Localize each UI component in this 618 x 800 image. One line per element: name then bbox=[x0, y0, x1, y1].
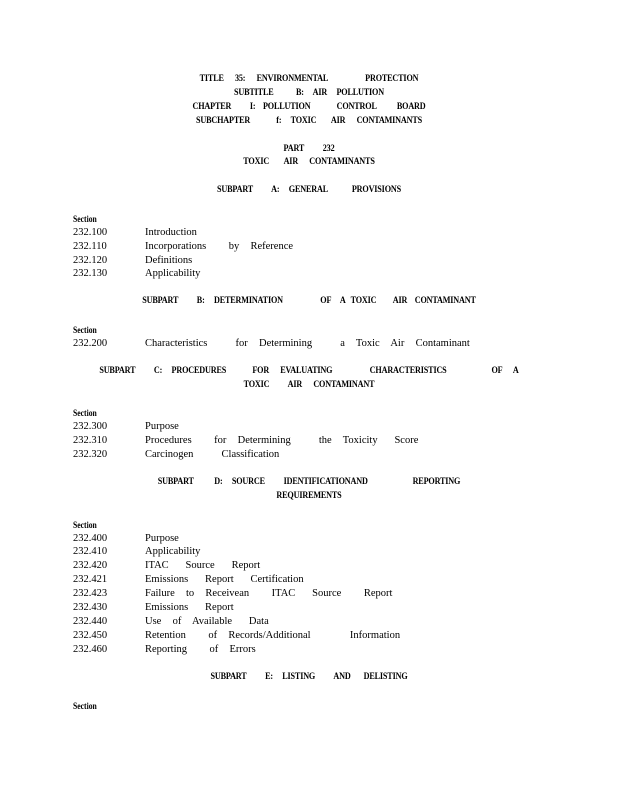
section-title: Applicability bbox=[145, 268, 201, 279]
section-title: Retention of Records/Additional Information bbox=[145, 630, 401, 641]
section-number: 232.450 bbox=[73, 630, 108, 641]
section-number: 232.100 bbox=[73, 227, 108, 238]
part-title: TOXIC AIR CONTAMINANTS bbox=[243, 157, 375, 167]
section-title: Purpose bbox=[145, 533, 179, 544]
subpart-c-heading-cont: TOXIC AIR CONTAMINANT bbox=[243, 380, 375, 390]
section-number: 232.130 bbox=[73, 268, 108, 279]
section-label: Section bbox=[73, 701, 97, 711]
section-label: Section bbox=[73, 520, 97, 530]
subpart-d-heading-cont: REQUIREMENTS bbox=[276, 491, 342, 501]
section-title: Definitions bbox=[145, 255, 193, 266]
section-number: 232.400 bbox=[73, 533, 108, 544]
section-title: Reporting of Errors bbox=[145, 644, 256, 655]
subpart-a-heading: SUBPART A: GENERAL PROVISIONS bbox=[217, 185, 401, 195]
part-heading: PART 232 bbox=[283, 144, 335, 154]
section-number: 232.460 bbox=[73, 644, 108, 655]
section-number: 232.423 bbox=[73, 588, 108, 599]
section-number: 232.110 bbox=[73, 241, 107, 252]
subpart-d-heading: SUBPART D: SOURCE IDENTIFICATIONAND REPORTING bbox=[157, 477, 461, 487]
section-number: 232.430 bbox=[73, 602, 108, 613]
section-label: Section bbox=[73, 325, 97, 335]
subtitle-heading: SUBTITLE B: AIR POLLUTION bbox=[234, 88, 384, 98]
section-title: Use of Available Data bbox=[145, 616, 269, 627]
subchapter-heading: SUBCHAPTER f: TOXIC AIR CONTAMINANTS bbox=[195, 116, 422, 126]
section-title: Emissions Report bbox=[145, 602, 234, 613]
section-label: Section bbox=[73, 214, 97, 224]
section-number: 232.410 bbox=[73, 546, 108, 557]
section-title: Applicability bbox=[145, 546, 201, 557]
section-number: 232.440 bbox=[73, 616, 108, 627]
chapter-heading: CHAPTER I: POLLUTION CONTROL BOARD bbox=[192, 102, 426, 112]
section-number: 232.421 bbox=[73, 574, 108, 585]
subpart-b-heading: SUBPART B: DETERMINATION OF A TOXIC AIR CONTAMINANT bbox=[142, 296, 476, 306]
subpart-e-heading: SUBPART E: LISTING AND DELISTING bbox=[210, 672, 408, 682]
title-heading: TITLE 35: ENVIRONMENTAL PROTECTION bbox=[199, 74, 419, 84]
section-title: Failure to Receivean ITAC Source Report bbox=[145, 588, 393, 599]
section-title: Carcinogen Classification bbox=[145, 449, 280, 460]
section-title: ITAC Source Report bbox=[145, 560, 261, 571]
section-number: 232.120 bbox=[73, 255, 108, 266]
subpart-c-heading: SUBPART C: PROCEDURES FOR EVALUATING CHARACTERISTICS OF A bbox=[99, 366, 519, 376]
section-title: Incorporations by Reference bbox=[145, 241, 294, 252]
section-title: Procedures for Determining the Toxicity Score bbox=[145, 435, 419, 446]
section-title: Emissions Report Certification bbox=[145, 574, 304, 585]
section-number: 232.200 bbox=[73, 338, 108, 349]
section-label: Section bbox=[73, 408, 97, 418]
section-number: 232.320 bbox=[73, 449, 108, 460]
section-title: Characteristics for Determining a Toxic Air Contaminant bbox=[145, 338, 470, 349]
section-number: 232.310 bbox=[73, 435, 108, 446]
section-title: Introduction bbox=[145, 227, 197, 238]
section-title: Purpose bbox=[145, 421, 179, 432]
section-number: 232.300 bbox=[73, 421, 108, 432]
section-number: 232.420 bbox=[73, 560, 108, 571]
